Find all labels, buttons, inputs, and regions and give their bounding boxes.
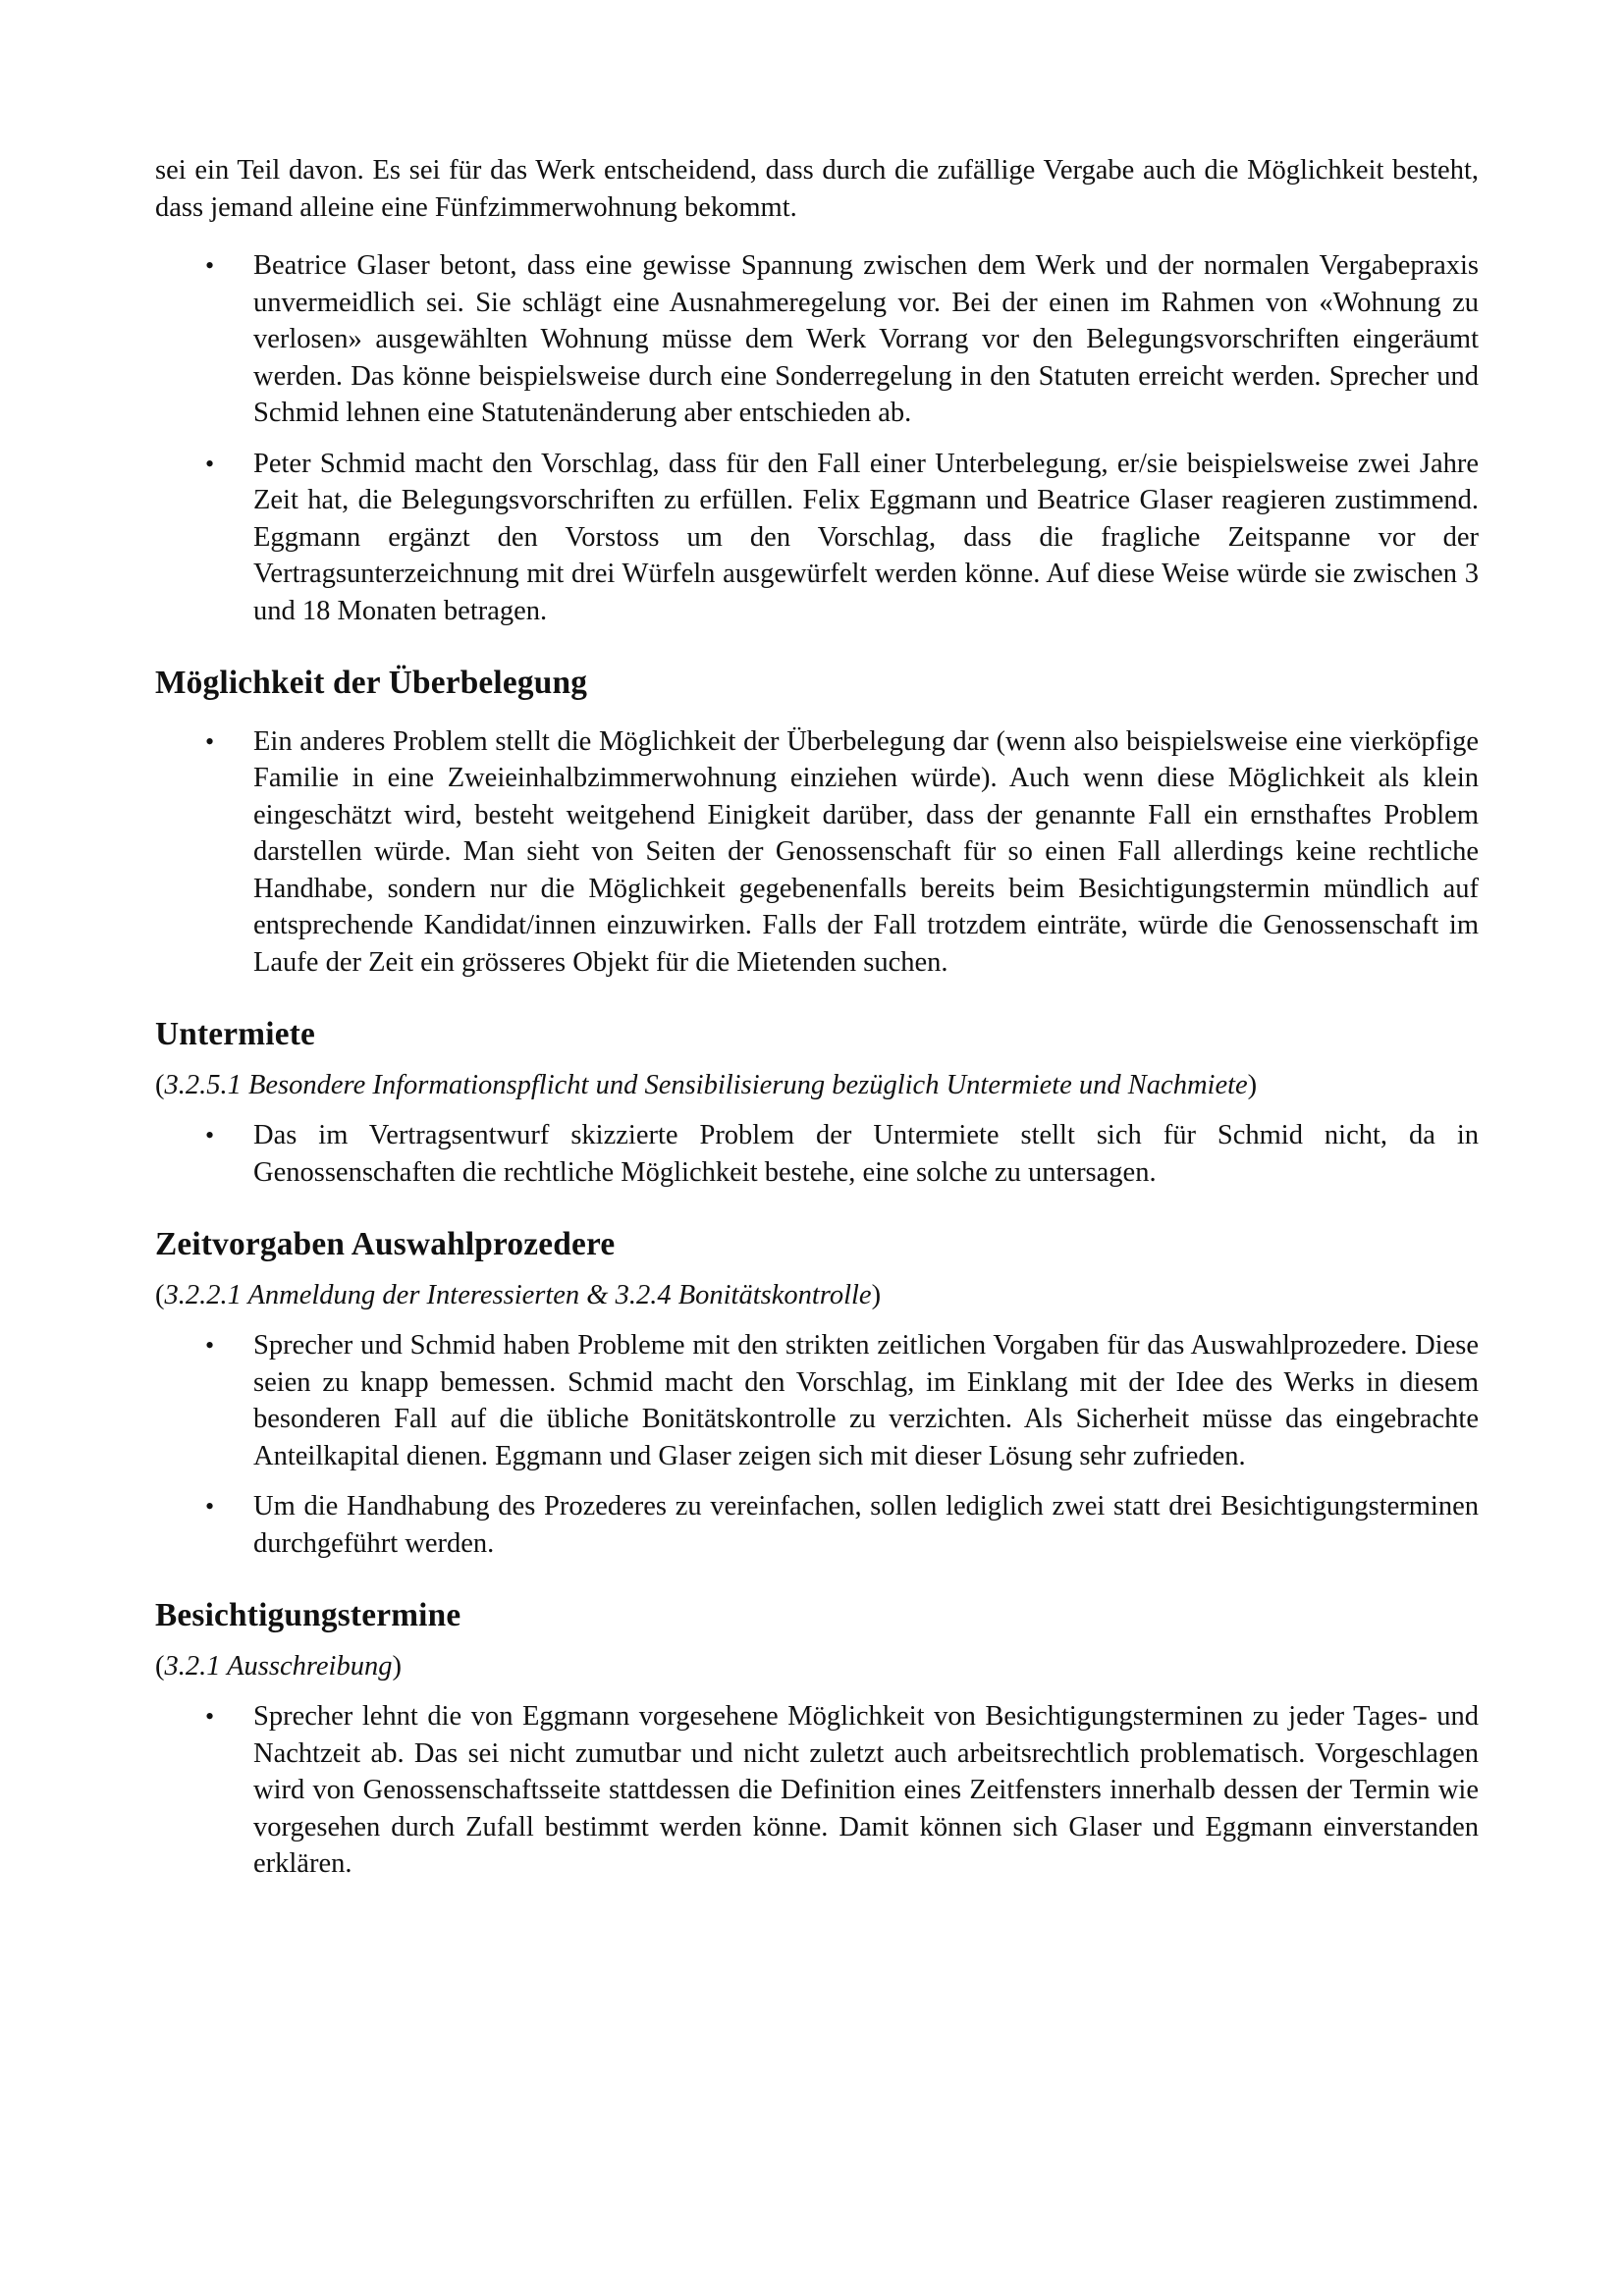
list-item-text: Um die Handhabung des Prozederes zu vereinfachen, sollen lediglich zwei statt drei Besichtigungsterminen durchgeführt werden. — [253, 1491, 1479, 1559]
list-item — [155, 1698, 1479, 1883]
list-item-text: Beatrice Glaser betont, dass eine gewisse Spannung zwischen dem Werk und der normalen Vergabepraxis unvermeidlich sei. Sie schlägt eine Ausnahmeregelung vor. Bei der einen im Rahmen von «Wohnung zu verlosen» ausgewählten Wohnung müsse dem Werk Vorrang vor den Belegungsvorschriften eingeräumt werden. Das könne beispielsweise durch eine Sonderregelung in den Statuten erreicht werden. Sprecher und Schmid lehnen eine Statutenänderung aber entschieden ab. — [253, 250, 1479, 428]
section-heading: Zeitvorgaben Auswahlprozedere — [155, 1226, 616, 1262]
list-item-text: Ein anderes Problem stellt die Möglichkeit der Überbelegung dar (wenn also beispielsweise eine vierköpfige Familie in eine Zweieinhalbzimmerwohnung einziehen würde). Auch wenn diese Möglichkeit als klein eingeschätzt wird, besteht weitgehend Einigkeit darüber, dass der genannte Fall ein ernsthaftes Problem darstellen würde. Man sieht von Seiten der Genossenschaft für so einen Fall allerdings keine rechtliche Handhabe, sondern nur die Möglichkeit gegebenenfalls bereits beim Besichtigungstermin mündlich auf entsprechende Kandidat/innen einzuwirken. Falls der Fall trotzdem einträte, würde die Genossenschaft im Laufe der Zeit ein grösseres Objekt für die Mietenden suchen. — [253, 725, 1479, 978]
list-item-text: Peter Schmid macht den Vorschlag, dass für den Fall einer Unterbelegung, er/sie beispielsweise zwei Jahre Zeit hat, die Belegungsvorschriften zu erfüllen. Felix Eggmann und Beatrice Glaser reagieren zustimmend. Eggmann ergänzt den Vorstoss um den Vorschlag, dass die fragliche Zeitspanne vor der Vertragsunterzeichnung mit drei Würfeln ausgewürfelt werden könne. Auf diese Weise würde sie zwischen 3 und 18 Monaten betragen. — [253, 448, 1479, 626]
list-item — [155, 1488, 1479, 1562]
section-reference: (3.2.1 Ausschreibung) — [155, 1650, 402, 1682]
section-besichtigungstermine — [155, 1597, 1479, 1883]
bullet-icon: • — [205, 726, 215, 756]
bullet-icon: • — [205, 1492, 215, 1521]
list-item — [155, 1117, 1479, 1191]
section-bullet-list — [155, 1327, 1479, 1562]
section-heading: Untermiete — [155, 1016, 315, 1052]
intro-paragraph: sei ein Teil davon. Es sei für das Werk entscheidend, dass durch die zufällige Vergabe auch die Möglichkeit besteht, dass jemand alleine eine Fünfzimmerwohnung bekommt. — [155, 155, 1479, 223]
section-ueberbelegung — [155, 665, 1479, 981]
section-reference: (3.2.2.1 Anmeldung der Interessierten & 3.2.4 Bonitätskontrolle) — [155, 1279, 882, 1310]
document-page — [155, 152, 1479, 1883]
bullet-icon: • — [205, 1702, 215, 1731]
section-bullet-list — [155, 1117, 1479, 1191]
section-bullet-list — [155, 1698, 1479, 1883]
section-heading: Besichtigungstermine — [155, 1597, 461, 1633]
intro-bullet-list — [155, 247, 1479, 629]
section-bullet-list — [155, 723, 1479, 982]
section-heading: Möglichkeit der Überbelegung — [155, 665, 588, 701]
list-item — [155, 247, 1479, 432]
section-untermiete — [155, 1016, 1479, 1191]
list-item — [155, 1327, 1479, 1474]
section-zeitvorgaben — [155, 1226, 1479, 1562]
bullet-icon: • — [205, 251, 215, 280]
list-item-text: Das im Vertragsentwurf skizzierte Problem der Untermiete stellt sich für Schmid nicht, da in Genossenschaften die rechtliche Möglichkeit bestehe, eine solche zu untersagen. — [253, 1120, 1479, 1188]
list-item — [155, 446, 1479, 630]
list-item-text: Sprecher und Schmid haben Probleme mit den strikten zeitlichen Vorgaben für das Auswahlprozedere. Diese seien zu knapp bemessen. Schmid macht den Vorschlag, im Einklang mit der Idee des Werks in diesem besonderen Fall auf die übliche Bonitätskontrolle zu verzichten. Als Sicherheit müsse das eingebrachte Anteilkapital dienen. Eggmann und Glaser zeigen sich mit dieser Lösung sehr zufrieden. — [253, 1330, 1479, 1471]
list-item-text: Sprecher lehnt die von Eggmann vorgesehene Möglichkeit von Besichtigungsterminen zu jeder Tages- und Nachtzeit ab. Das sei nicht zumutbar und nicht zuletzt auch arbeitsrechtlich problematisch. Vorgeschlagen wird von Genossenschaftsseite stattdessen die Definition eines Zeitfensters innerhalb dessen der Termin wie vorgesehen durch Zufall bestimmt werden könne. Damit können sich Glaser und Eggmann einverstanden erklären. — [253, 1701, 1479, 1879]
bullet-icon: • — [205, 449, 215, 478]
section-reference: (3.2.5.1 Besondere Informationspflicht und Sensibilisierung bezüglich Untermiete und Nachmiete) — [155, 1069, 1258, 1100]
bullet-icon: • — [205, 1331, 215, 1360]
bullet-icon: • — [205, 1121, 215, 1149]
list-item — [155, 723, 1479, 982]
